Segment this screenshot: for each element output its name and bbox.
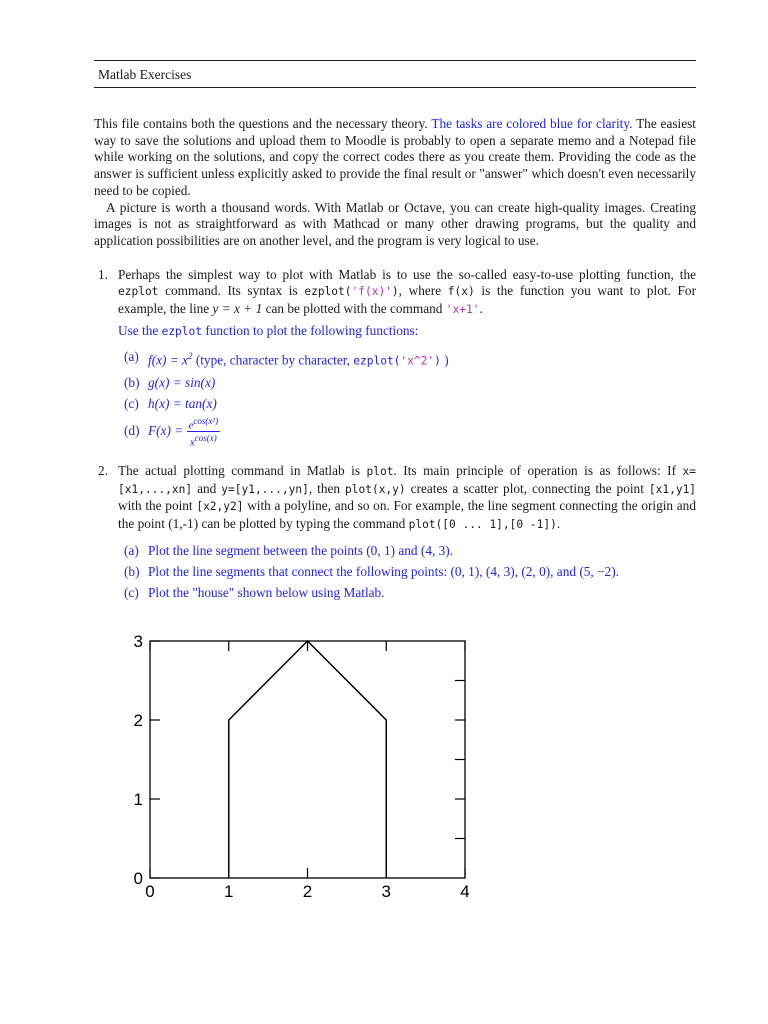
code-inline: ezplot [118,285,159,299]
page [94,60,696,603]
sub-item-c: (c) Plot the "house" shown below using Matlab. [124,584,385,600]
sub-item-c: (c) h(x) = tan(x) [124,395,217,411]
code-inline: f(x) [447,285,475,299]
sub-item-b: (b) Plot the line segments that connect the following points: (0, 1), (4, 3), (2, 0), and (5, −2). [124,563,619,579]
exercise-1-task: Use the ezplot function to plot the following functions: [118,322,419,338]
y-tick-label: 2 [133,711,143,730]
x-tick-label: 0 [145,882,155,901]
exercise-number: 1. [98,266,108,282]
sub-item-a: (a) $f(x) = x^2$ (type, character by character, ezplot('x^2') ) [124,349,449,368]
y-tick-label: 1 [133,790,143,809]
intro-paragraph-1 [94,116,696,200]
exercise-1-text: Perhaps the simplest way to plot with Matlab is to use the so-called easy-to-use plotting function, the ezplot command. Its syntax is ezplot('f(x)'), where f(x) is the function you want to plot. For example, the line y = x + 1 can be plotted with the command 'x+1'. [118,266,697,317]
intro-rest: The easiest way to save the solutions and upload them to Moodle is probably to open a separate memo and a Notepad file while working on the solutions, and copy the correct codes there as you create them. Providing the code as the answer is sufficient unless explicitly asked to provide the final result or "answer" which doesn't even necessarily need to be copied. [94,116,696,198]
intro-text: This file contains both the questions and the necessary theory. [94,116,428,131]
fraction: $\frac{e^{cos(x^2)}}{x^{cos(x)}}$ [188,415,219,449]
sub-item-d: (d) F(x) = $\frac{e^{cos(x^2)}}{x^{cos(x)}}$ [124,415,219,449]
house-line [229,641,387,878]
y-tick-label: 3 [133,632,143,651]
exercise-1 [94,267,696,449]
x-tick-label: 1 [224,882,234,901]
x-tick-label: 2 [302,882,313,901]
code-inline: ezplot('f(x)') [304,285,399,299]
code-inline: 'x+1' [445,303,480,317]
math-inline: y = x + 1 [212,301,263,317]
y-tick-label: 0 [133,869,143,888]
plot-frame [150,641,465,878]
x-tick-label: 3 [381,882,391,901]
exercise-number: 2. [98,462,108,478]
intro-paragraph-2: A picture is worth a thousand words. With Matlab or Octave, you can create high-quality images. Creating images is not as straightforward as with Mathcad or many other drawing programs, but the quality and application possibilities are on another level, and the program is very logical to use. [94,199,696,248]
exercise-2 [94,463,696,603]
x-tick-label: 4 [460,882,470,901]
sub-item-a: (a) Plot the line segment between the points (0, 1) and (4, 3). [124,542,454,558]
exercise-2-text: The actual plotting command in Matlab is plot. Its main principle of operation is as follows: If x=[x1,...,xn] and y=[y1,...,yn], then plot(x,y) creates a scatter plot, connecting the point [x1,y1] with the point [x2,y2] with a polyline, and so on. For example, the line segment connecting the origin and the point (1,-1) can be plotted by typing the command plot([0 ... 1],[0 -1]). [118,462,697,532]
intro-blue-text: The tasks are colored blue for clarity. [431,116,633,131]
sub-item-b: (b) g(x) = sin(x) [124,374,216,390]
page-title: Matlab Exercises [98,67,192,82]
